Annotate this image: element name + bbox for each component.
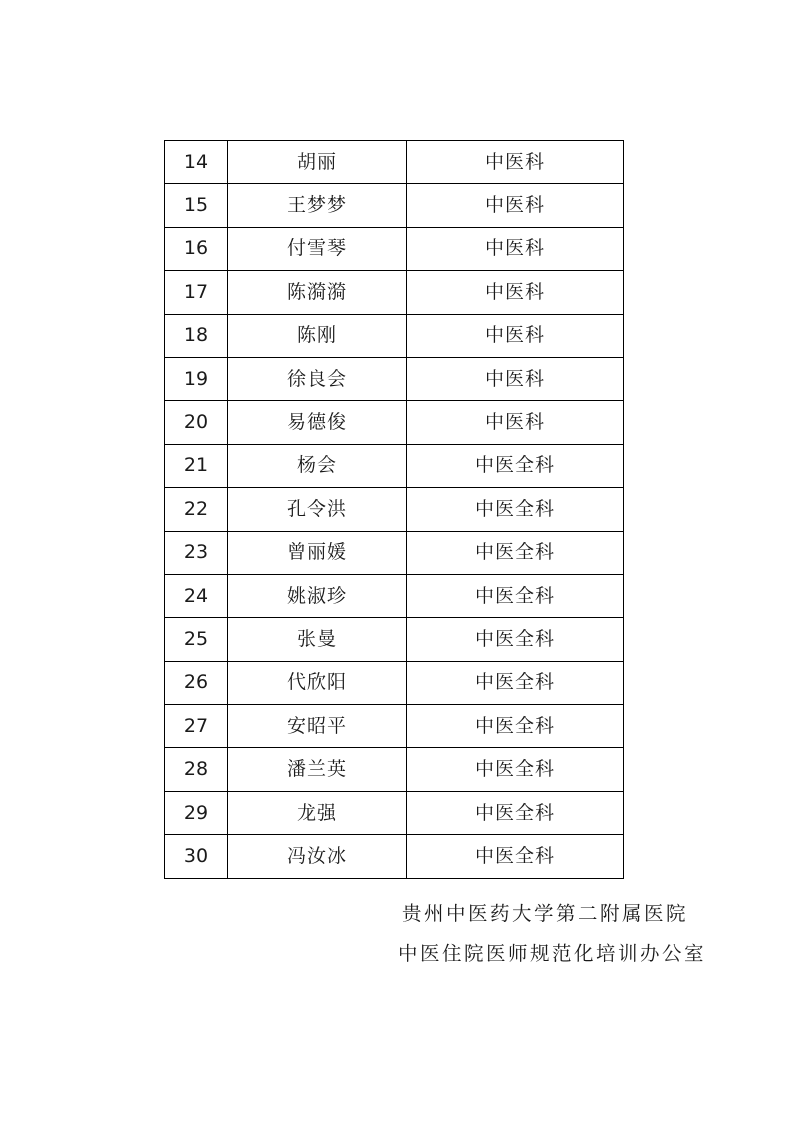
row-number: 17 — [165, 271, 228, 314]
table-row — [165, 835, 624, 878]
person-name: 胡丽 — [228, 141, 407, 184]
issuer-office: 中医住院医师规范化培训办公室 — [398, 942, 707, 965]
person-name: 姚淑珍 — [228, 574, 407, 617]
department: 中医科 — [407, 184, 624, 227]
row-number: 29 — [165, 791, 228, 834]
department: 中医全科 — [407, 835, 624, 878]
row-number: 26 — [165, 661, 228, 704]
row-number: 15 — [165, 184, 228, 227]
table-row — [165, 227, 624, 270]
row-number: 16 — [165, 227, 228, 270]
person-name: 易德俊 — [228, 401, 407, 444]
person-name: 王梦梦 — [228, 184, 407, 227]
table-row — [165, 401, 624, 444]
row-number: 27 — [165, 705, 228, 748]
row-number: 20 — [165, 401, 228, 444]
person-name: 龙强 — [228, 791, 407, 834]
row-number: 28 — [165, 748, 228, 791]
department: 中医科 — [407, 227, 624, 270]
department: 中医科 — [407, 401, 624, 444]
department: 中医科 — [407, 314, 624, 357]
person-name: 安昭平 — [228, 705, 407, 748]
table-row — [165, 357, 624, 400]
person-name: 付雪琴 — [228, 227, 407, 270]
row-number: 23 — [165, 531, 228, 574]
department: 中医科 — [407, 357, 624, 400]
person-name: 杨会 — [228, 444, 407, 487]
row-number: 21 — [165, 444, 228, 487]
roster-table-body — [165, 141, 624, 879]
department: 中医科 — [407, 271, 624, 314]
person-name: 徐良会 — [228, 357, 407, 400]
department: 中医全科 — [407, 705, 624, 748]
table-row — [165, 574, 624, 617]
person-name: 孔令洪 — [228, 488, 407, 531]
row-number: 30 — [165, 835, 228, 878]
row-number: 22 — [165, 488, 228, 531]
table-row — [165, 791, 624, 834]
issuer-hospital: 贵州中医药大学第二附属医院 — [402, 902, 689, 925]
department: 中医全科 — [407, 444, 624, 487]
row-number: 25 — [165, 618, 228, 661]
row-number: 19 — [165, 357, 228, 400]
person-name: 陈漪漪 — [228, 271, 407, 314]
department: 中医全科 — [407, 661, 624, 704]
department: 中医全科 — [407, 531, 624, 574]
department: 中医科 — [407, 141, 624, 184]
table-row — [165, 488, 624, 531]
table-row — [165, 705, 624, 748]
row-number: 18 — [165, 314, 228, 357]
person-name: 陈刚 — [228, 314, 407, 357]
table-row — [165, 141, 624, 184]
row-number: 24 — [165, 574, 228, 617]
department: 中医全科 — [407, 748, 624, 791]
table-row — [165, 748, 624, 791]
person-name: 冯汝冰 — [228, 835, 407, 878]
table-row — [165, 661, 624, 704]
table-row — [165, 184, 624, 227]
department: 中医全科 — [407, 574, 624, 617]
person-name: 潘兰英 — [228, 748, 407, 791]
department: 中医全科 — [407, 488, 624, 531]
table-row — [165, 271, 624, 314]
row-number: 14 — [165, 141, 228, 184]
table-row — [165, 444, 624, 487]
table-row — [165, 531, 624, 574]
person-name: 曾丽媛 — [228, 531, 407, 574]
roster-table — [164, 140, 624, 879]
table-row — [165, 618, 624, 661]
person-name: 代欣阳 — [228, 661, 407, 704]
department: 中医全科 — [407, 791, 624, 834]
table-row — [165, 314, 624, 357]
department: 中医全科 — [407, 618, 624, 661]
person-name: 张曼 — [228, 618, 407, 661]
